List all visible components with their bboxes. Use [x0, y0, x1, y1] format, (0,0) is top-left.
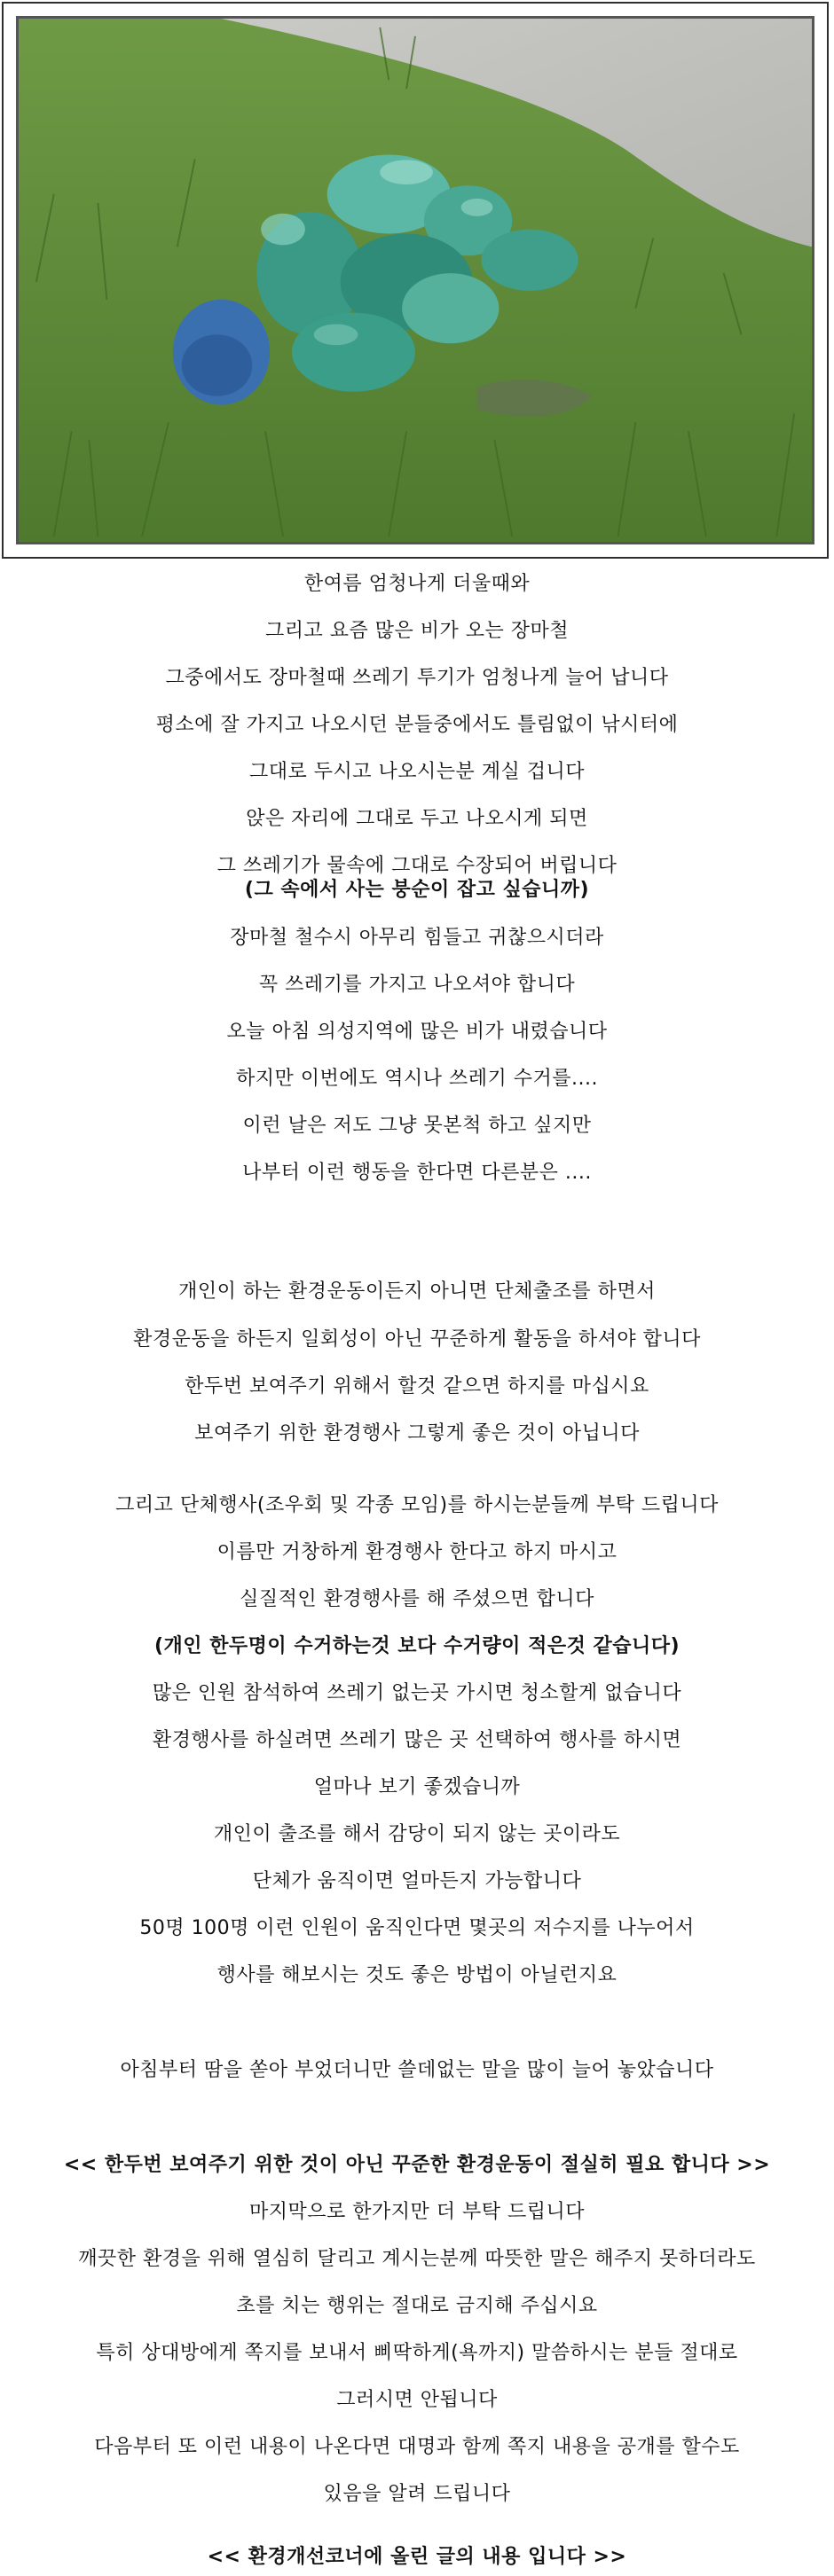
text-line: 한두번 보여주기 위해서 할것 같으면 하지를 마십시요	[185, 1375, 649, 1398]
text-line: 마지막으로 한가지만 더 부탁 드립니다	[248, 2201, 585, 2223]
text-line: 행사를 해보시는 것도 좋은 방법이 아닐런지요	[216, 1964, 618, 1986]
text-line: 개인이 하는 환경운동이든지 아니면 단체출조를 하면서	[178, 1280, 656, 1303]
text-line: 보여주기 위한 환경행사 그렇게 좋은 것이 아닙니다	[194, 1422, 640, 1445]
text-line: 단체가 움직이면 얼마든지 가능합니다	[252, 1870, 582, 1892]
text-line: 개인이 출조를 해서 감당이 되지 않는 곳이라도	[213, 1823, 621, 1845]
trash-bags-photo	[16, 16, 814, 544]
text-line: 오늘 아침 의성지역에 많은 비가 내렸습니다	[226, 1021, 608, 1043]
text-line: 이름만 거창하게 환경행사 한다고 하지 마시고	[216, 1541, 618, 1563]
text-line: << 한두번 보여주기 위한 것이 아닌 꾸준한 환경운동이 절실히 필요 합니다 >>	[63, 2154, 771, 2176]
text-line: 이런 날은 저도 그냥 못본척 하고 싶지만	[242, 1115, 592, 1137]
text-line: 꼭 쓰레기를 가지고 나오셔야 합니다	[258, 974, 576, 996]
text-line: 깨끗한 환경을 위해 열심히 달리고 계시는분께 따뜻한 말은 해주지 못하더라도	[78, 2248, 756, 2270]
text-line: 아침부터 땀을 쏟아 부었더니만 쓸데없는 말을 많이 늘어 놓았습니다	[120, 2059, 714, 2081]
text-line: 50명 100명 이런 인원이 움직인다면 몇곳의 저수지를 나누어서	[139, 1917, 695, 1939]
photo-frame	[2, 2, 829, 559]
text-line: 다음부터 또 이런 내용이 나온다면 대명과 함께 쪽지 내용을 공개를 할수도	[94, 2436, 740, 2458]
text-line: (개인 한두명이 수거하는것 보다 수거량이 적은것 같습니다)	[153, 1635, 681, 1657]
text-line: 환경운동을 하든지 일회성이 아닌 꾸준하게 활동을 하셔야 합니다	[133, 1328, 701, 1351]
text-line: (그 속에서 사는 붕순이 잡고 싶습니까)	[244, 879, 590, 901]
text-line: 장마철 철수시 아무리 힘들고 귀찮으시더라	[230, 927, 604, 949]
text-line: 그리고 단체행사(조우회 및 각종 모임)를 하시는분들께 부탁 드립니다	[115, 1494, 719, 1516]
text-line: 그 쓰레기가 물속에 그대로 수장되어 버립니다	[216, 855, 618, 877]
text-line: 있음을 알려 드립니다	[323, 2483, 511, 2505]
text-line: 앉은 자리에 그대로 두고 나오시게 되면	[246, 808, 588, 830]
text-line: 실질적인 환경행사를 해 주셨으면 합니다	[240, 1588, 594, 1610]
text-line: 환경행사를 하실려면 쓰레기 많은 곳 선택하여 행사를 하시면	[152, 1729, 682, 1751]
text-line: 그러시면 안됩니다	[336, 2389, 498, 2411]
text-line: 그대로 두시고 나오시는분 계실 겁니다	[248, 761, 585, 783]
text-line: 많은 인원 참석하여 쓰레기 없는곳 가시면 청소할게 없습니다	[152, 1682, 682, 1704]
trash-bags-image	[19, 19, 812, 542]
text-line: 그중에서도 장마철때 쓰레기 투기가 엄청나게 늘어 납니다	[165, 667, 669, 689]
text-line: 평소에 잘 가지고 나오시던 분들중에서도 틀림없이 낚시터에	[155, 714, 679, 736]
text-line: << 환경개선코너에 올린 글의 내용 입니다 >>	[207, 2546, 627, 2568]
text-line: 초를 치는 행위는 절대로 금지해 주십시요	[236, 2295, 598, 2317]
text-line: 얼마나 보기 좋겠습니까	[313, 1776, 521, 1798]
text-line: 나부터 이런 행동을 한다면 다른분은 ....	[242, 1162, 592, 1184]
text-line: 그리고 요즘 많은 비가 오는 장마철	[265, 620, 569, 642]
text-line: 특히 상대방에게 쪽지를 보내서 삐딱하게(욕까지) 말씀하시는 분들 절대로	[96, 2342, 738, 2364]
text-line: 하지만 이번에도 역시나 쓰레기 수거를....	[236, 1068, 598, 1090]
text-line: 한여름 엄청나게 더울때와	[303, 573, 531, 595]
